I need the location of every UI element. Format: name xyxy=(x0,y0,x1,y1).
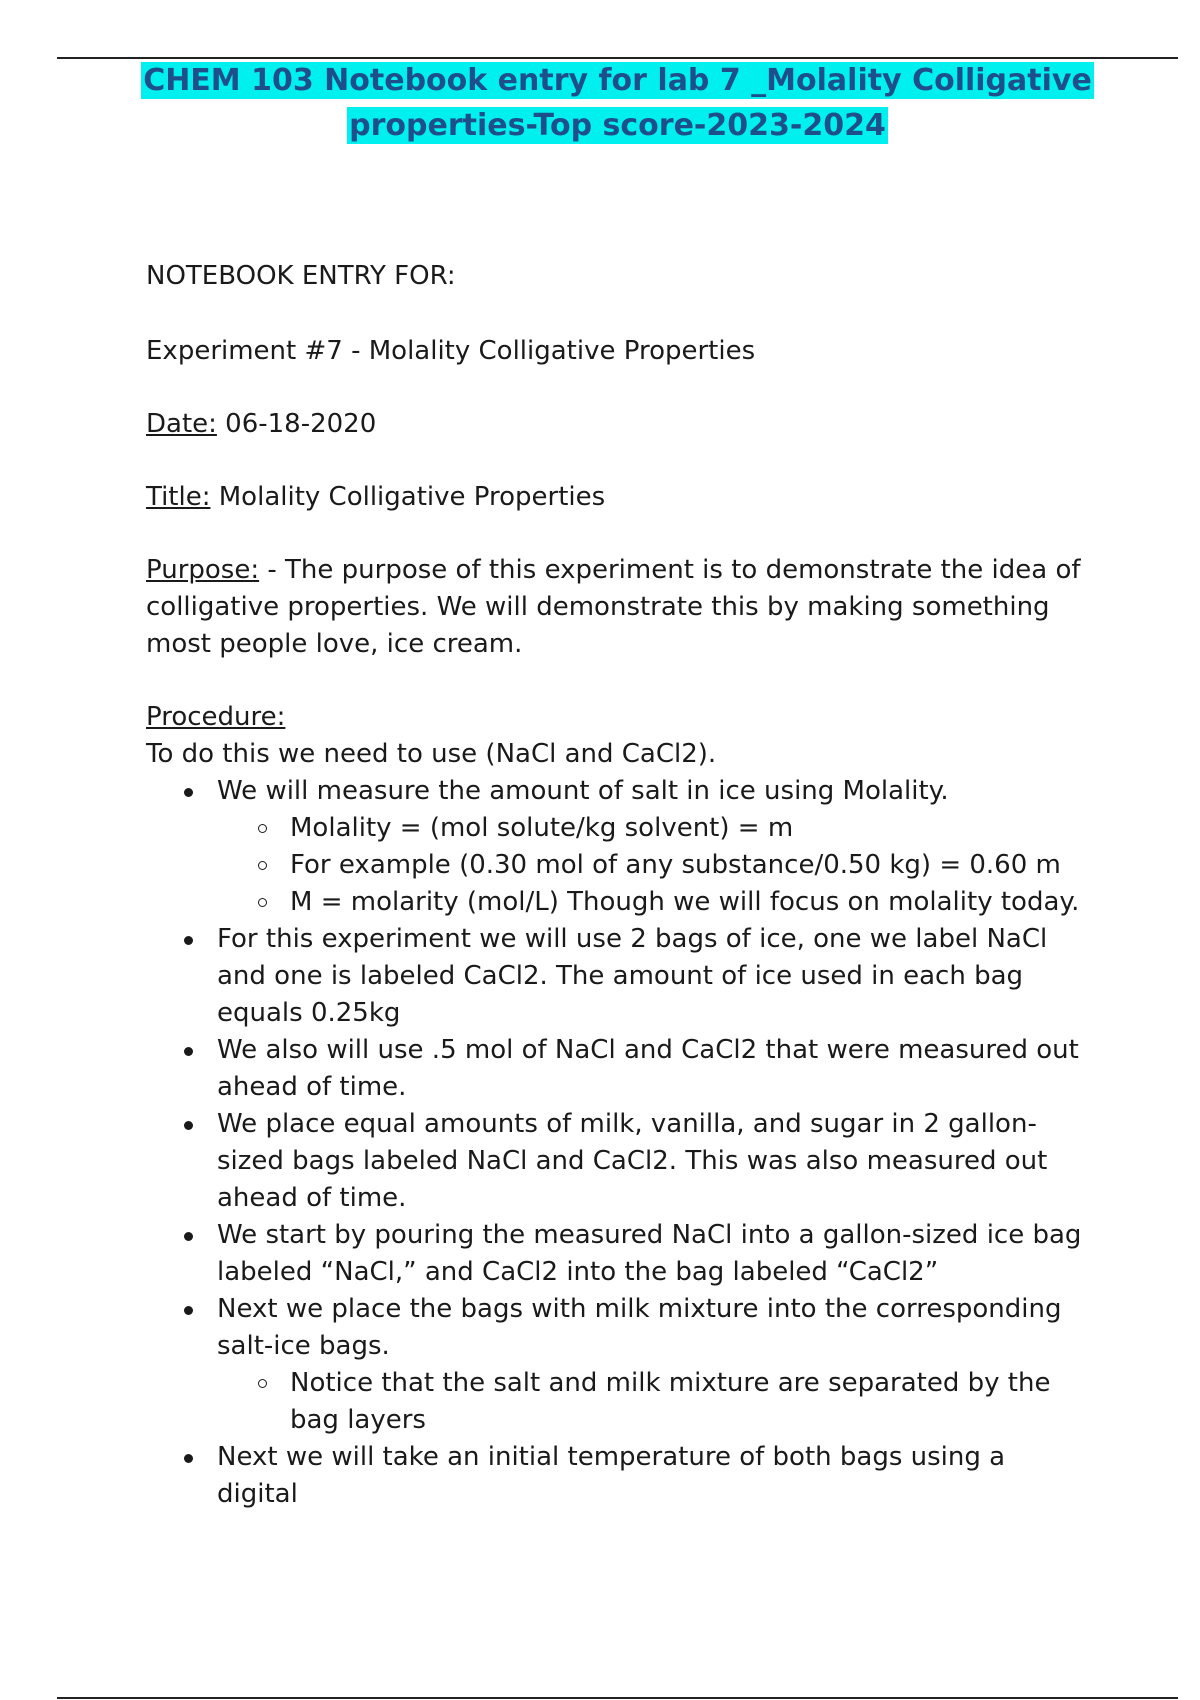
title-value: Molality Colligative Properties xyxy=(210,482,606,512)
sub-step: M = molarity (mol/L) Though we will focus on molality today. xyxy=(290,884,1086,921)
title-label: Title: xyxy=(146,482,211,512)
entry-heading: NOTEBOOK ENTRY FOR: xyxy=(146,261,456,291)
purpose-paragraph xyxy=(146,552,1086,663)
title-line-2: properties-Top score-2023-2024 xyxy=(349,108,886,143)
title-line-1: CHEM 103 Notebook entry for lab 7 _Molality Colligative xyxy=(143,63,1092,98)
procedure-step-text: We will measure the amount of salt in ice using Molality. xyxy=(217,776,949,806)
procedure-step-text: Next we place the bags with milk mixture into the corresponding salt-ice bags. xyxy=(217,1294,1062,1361)
sub-step: For example (0.30 mol of any substance/0.50 kg) = 0.60 m xyxy=(290,847,1086,884)
bottom-rule xyxy=(57,1697,1178,1699)
sub-step: Notice that the salt and milk mixture are separated by the bag layers xyxy=(290,1365,1086,1439)
date-value: 06-18-2020 xyxy=(216,409,377,439)
procedure-step: We also will use .5 mol of NaCl and CaCl2 that were measured out ahead of time. xyxy=(217,1032,1086,1106)
document-title xyxy=(100,58,1135,148)
date-label: Date: xyxy=(146,409,217,439)
separation-sub-list xyxy=(217,1365,1086,1439)
title-line xyxy=(146,479,1086,516)
procedure-step: For this experiment we will use 2 bags of ice, one we label NaCl and one is labeled CaCl2. The amount of ice used in each bag equals 0.25kg xyxy=(217,921,1086,1032)
sub-step: Molality = (mol solute/kg solvent) = m xyxy=(290,810,1086,847)
date-line xyxy=(146,406,1086,443)
purpose-text: - The purpose of this experiment is to demonstrate the idea of colligative properties. We will demonstrate this by making something most people love, ice cream. xyxy=(146,555,1081,659)
procedure-step: Next we will take an initial temperature of both bags using a digital xyxy=(217,1439,1086,1513)
notebook-entry xyxy=(146,258,1086,1513)
procedure-step xyxy=(217,773,1086,921)
purpose-label: Purpose: xyxy=(146,555,260,585)
molality-sub-list xyxy=(217,810,1086,921)
procedure-step: We place equal amounts of milk, vanilla, and sugar in 2 gallon-sized bags labeled NaCl and CaCl2. This was also measured out ahead of time. xyxy=(217,1106,1086,1217)
procedure-step xyxy=(217,1291,1086,1439)
procedure-list xyxy=(146,773,1086,1513)
procedure-label: Procedure: xyxy=(146,702,286,732)
experiment-line: Experiment #7 - Molality Colligative Properties xyxy=(146,336,756,366)
procedure-step: We start by pouring the measured NaCl into a gallon-sized ice bag labeled “NaCl,” and CaCl2 into the bag labeled “CaCl2” xyxy=(217,1217,1086,1291)
procedure-intro: To do this we need to use (NaCl and CaCl2). xyxy=(146,739,717,769)
